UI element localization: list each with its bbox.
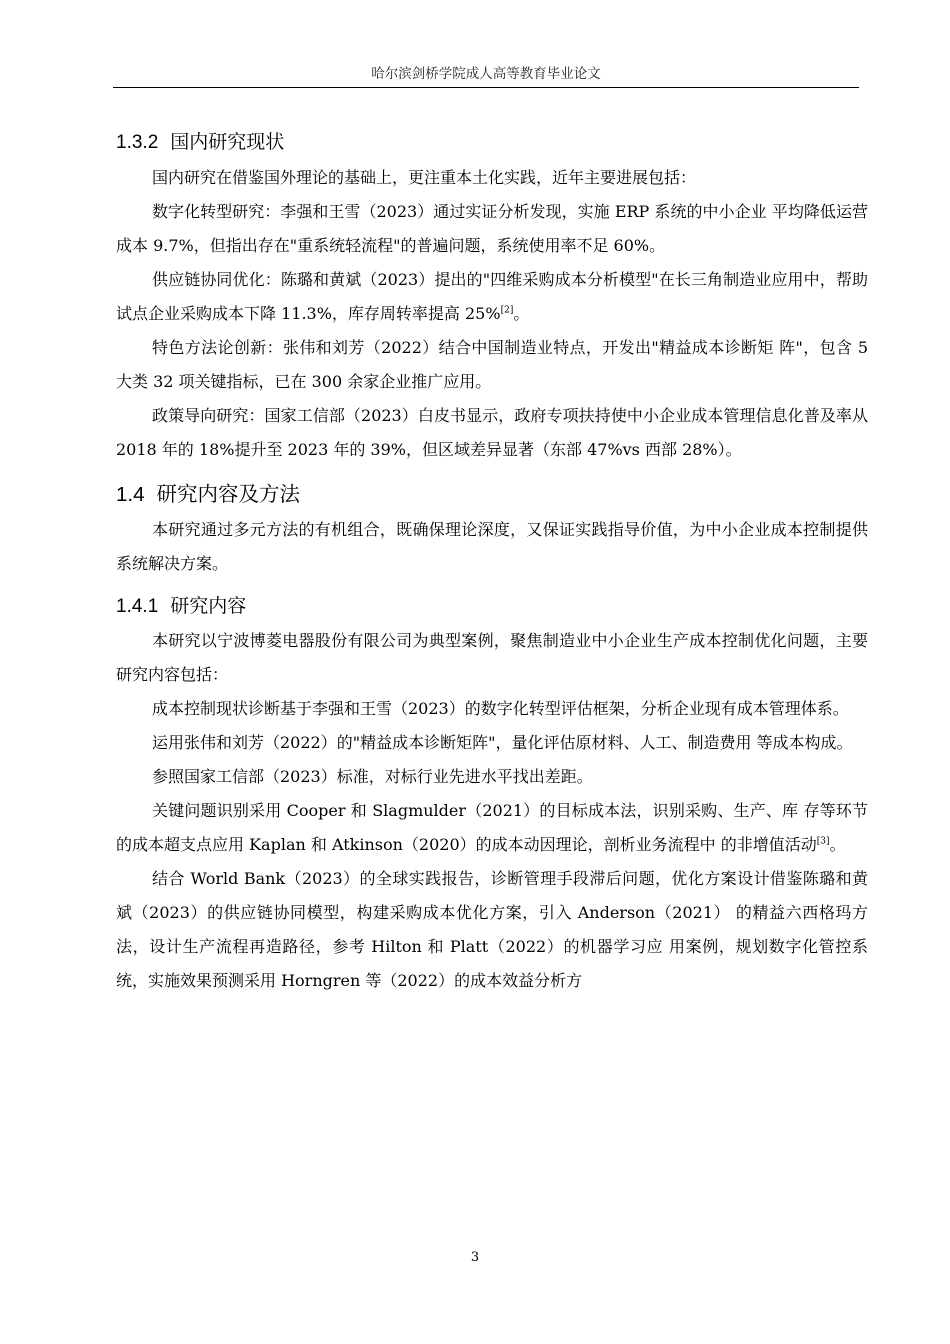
section-number: 1.4 — [116, 483, 145, 506]
citation: [3] — [816, 836, 830, 847]
section-heading-1-4 — [116, 477, 868, 507]
paragraph: 结合 World Bank（2023）的全球实践报告，诊断管理手段滞后问题，优化方案设计借鉴陈璐和黄斌（2023）的供应链协同模型，构建采购成本优化方案，引入 Anderson（2021） 的精益六西格玛方法，设计生产流程再造路径，参考 Hilton 和 Platt（2022）的机器学习应 用案例，规划数字化管控系统，实施效果预测采用 Horngren 等（2022）的成本效益分析方 — [116, 869, 868, 990]
paragraph: 国内研究在借鉴国外理论的基础上，更注重本土化实践，近年主要进展包括： — [152, 168, 697, 187]
section-title: 研究内容及方法 — [156, 482, 300, 506]
section-title: 研究内容 — [170, 595, 247, 617]
paragraph: 运用张伟和刘芳（2022）的"精益成本诊断矩阵"，量化评估原材料、人工、制造费用 等成本构成。 — [152, 733, 853, 752]
paragraph — [116, 794, 868, 862]
paragraph: 成本控制现状诊断基于李强和王雪（2023）的数字化转型评估框架，分析企业现有成本管理体系。 — [152, 699, 849, 718]
header-rule — [113, 87, 859, 88]
section-heading-1-4-1 — [116, 591, 868, 618]
section-title: 国内研究现状 — [170, 131, 285, 153]
page-body — [116, 120, 868, 998]
page-number: 3 — [470, 1250, 480, 1265]
paragraph-end: 。 — [513, 304, 530, 323]
paragraph: 特色方法论创新：张伟和刘芳（2022）结合中国制造业特点，开发出"精益成本诊断矩 阵"，包含 5 大类 32 项关键指标，已在 300 余家企业推广应用。 — [116, 338, 868, 391]
paragraph — [116, 263, 868, 331]
paragraph: 参照国家工信部（2023）标准，对标行业先进水平找出差距。 — [152, 767, 593, 786]
paragraph-end: 。 — [829, 835, 846, 854]
citation: [2] — [500, 305, 514, 316]
paragraph-text: 供应链协同优化：陈璐和黄斌（2023）提出的"四维采购成本分析模型"在长三角制造业应用中，帮助试点企业采购成本下降 11.3%，库存周转率提高 25% — [116, 270, 868, 323]
section-number: 1.3.2 — [116, 132, 159, 153]
section-number: 1.4.1 — [116, 596, 159, 617]
page-header: 哈尔滨剑桥学院成人高等教育毕业论文 — [371, 66, 601, 82]
section-heading-1-3-2 — [116, 127, 868, 154]
paragraph: 本研究以宁波博菱电器股份有限公司为典型案例，聚焦制造业中小企业生产成本控制优化问题，主要研究内容包括： — [116, 631, 868, 684]
paragraph: 数字化转型研究：李强和王雪（2023）通过实证分析发现，实施 ERP 系统的中小企业 平均降低运营成本 9.7%，但指出存在"重系统轻流程"的普遍问题，系统使用率不足 60%。 — [116, 202, 868, 255]
paragraph-text: 关键问题识别采用 Cooper 和 Slagmulder（2021）的目标成本法，识别采购、生产、库 存等环节的成本超支点应用 Kaplan 和 Atkinson（2020）的成本动因理论，剖析业务流程中 的非增值活动 — [116, 801, 868, 854]
paragraph: 政策导向研究：国家工信部（2023）白皮书显示，政府专项扶持使中小企业成本管理信息化普及率从 2018 年的 18%提升至 2023 年的 39%，但区域差异显著（东部 47%vs 西部 28%）。 — [116, 406, 868, 459]
paragraph: 本研究通过多元方法的有机组合，既确保理论深度，又保证实践指导价值，为中小企业成本控制提供系统解决方案。 — [116, 520, 868, 573]
